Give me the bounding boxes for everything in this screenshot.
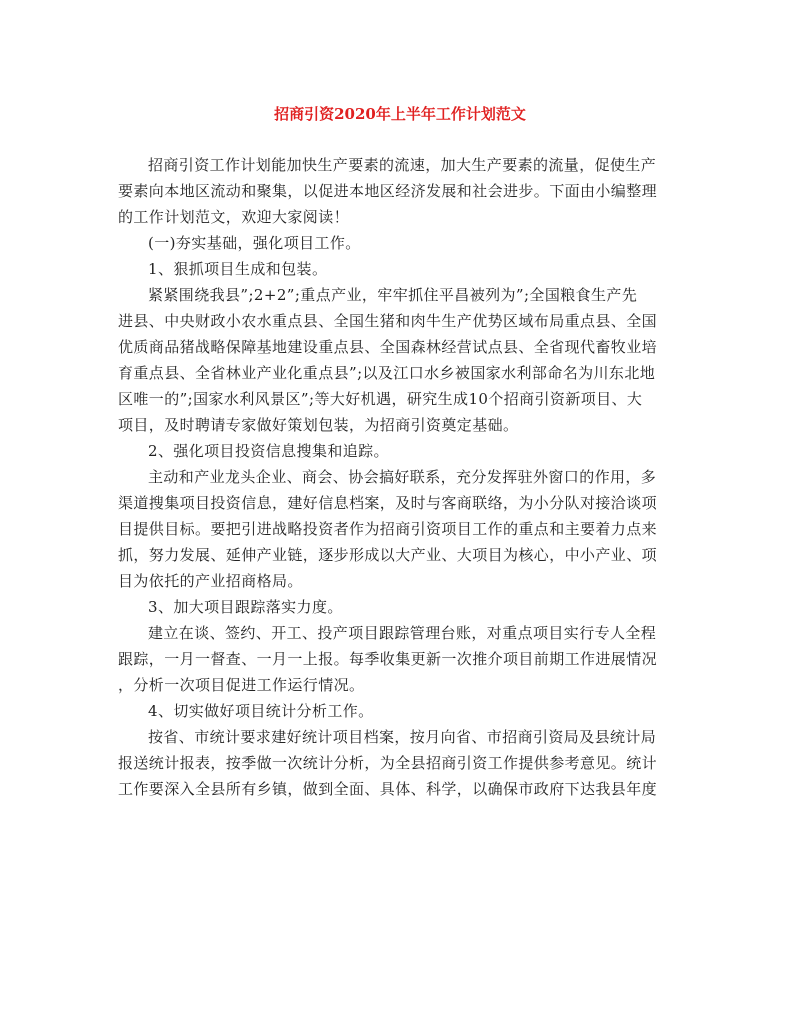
text-line: 按省、市统计要求建好统计项目档案，按月向省、市招商引资局及县统计局 — [148, 728, 657, 746]
text-line: 目提供目标。要把引进战略投资者作为招商引资项目工作的重点和主要着力点来 — [118, 520, 658, 538]
text-line: 优质商品猪战略保障基地建设重点县、全国森林经营试点县、全省现代畜牧业培 — [118, 338, 658, 356]
text-line: 1、狠抓项目生成和包装。 — [148, 260, 328, 278]
text-line: 区唯一的”;国家水利风景区”;等大好机遇，研究生成10个招商引资新项目、大 — [118, 390, 643, 408]
text-line: 渠道搜集项目投资信息，建好信息档案，及时与客商联络，为小分队对接洽谈项 — [118, 494, 658, 512]
text-line: 4、切实做好项目统计分析工作。 — [148, 702, 374, 720]
text-line: 育重点县、全省林业产业化重点县”;以及江口水乡被国家水利部命名为川东北地 — [118, 364, 656, 382]
text-line: 抓，努力发展、延伸产业链，逐步形成以大产业、大项目为核心，中小产业、项 — [118, 546, 658, 564]
text-line: 的工作计划范文，欢迎大家阅读！ — [118, 208, 350, 226]
text-line: 工作要深入全县所有乡镇，做到全面、具体、科学，以确保市政府下达我县年度 — [118, 780, 658, 798]
text-line: ，分析一次项目促进工作运行情况。 — [118, 676, 365, 694]
text-line: 2、强化项目投资信息搜集和追踪。 — [148, 442, 389, 460]
text-line: 建立在谈、签约、开工、投产项目跟踪管理台账，对重点项目实行专人全程 — [148, 624, 657, 642]
text-line: (一)夯实基础，强化项目工作。 — [148, 234, 361, 252]
text-line: 报送统计报表，按季做一次统计分析，为全县招商引资工作提供参考意见。统计 — [118, 754, 658, 772]
text-line: 要素向本地区流动和聚集，以促进本地区经济发展和社会进步。下面由小编整理 — [118, 182, 658, 200]
text-line: 紧紧围绕我县”;2+2”;重点产业，牢牢抓住平昌被列为”;全国粮食生产先 — [148, 286, 638, 304]
text-line: 主动和产业龙头企业、商会、协会搞好联系，充分发挥驻外窗口的作用，多 — [148, 468, 657, 486]
document-title: 招商引资2020年上半年工作计划范文 — [274, 105, 526, 123]
text-line: 招商引资工作计划能加快生产要素的流速，加大生产要素的流量，促使生产 — [148, 156, 657, 174]
text-line: 项目，及时聘请专家做好策划包装，为招商引资奠定基础。 — [118, 416, 519, 434]
document-body — [118, 152, 684, 802]
text-line: 3、加大项目跟踪落实力度。 — [148, 598, 343, 616]
text-line: 跟踪，一月一督查、一月一上报。每季收集更新一次推介项目前期工作进展情况 — [118, 650, 658, 668]
text-line: 目为依托的产业招商格局。 — [118, 572, 303, 590]
text-line: 进县、中央财政小农水重点县、全国生猪和肉牛生产优势区域布局重点县、全国 — [118, 312, 658, 330]
